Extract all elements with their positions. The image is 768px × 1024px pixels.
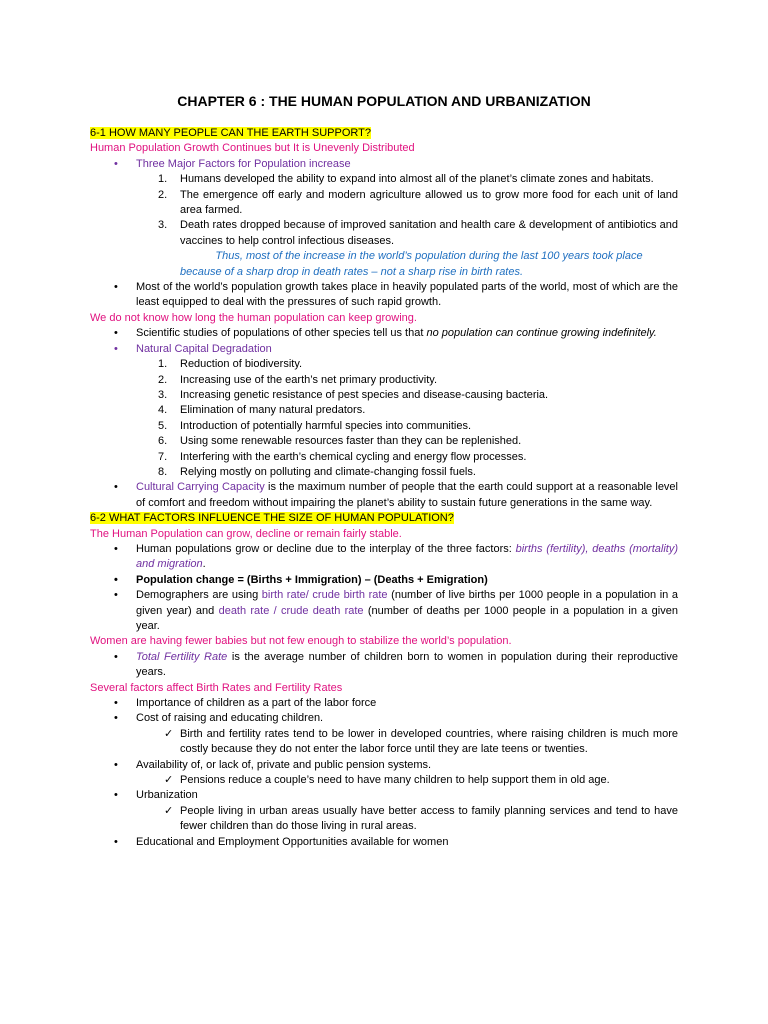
factor-item-3: 3. Death rates dropped because of improved sanitation and health care & development of antibiotics and vaccines to help control infectious diseases.: [158, 219, 678, 247]
section-1-heading: [90, 126, 678, 141]
factor-cost-raising: • Cost of raising and educating children.: [90, 711, 678, 726]
degradation-item-3: 3. Increasing genetic resistance of pest species and disease-causing bacteria.: [158, 388, 549, 401]
section-2-subheading: The Human Population can grow, decline or remain fairly stable.: [90, 527, 402, 540]
section-2-subheading-2: Women are having fewer babies but not few enough to stabilize the world’s population.: [90, 635, 512, 648]
factor-labor-force: • Importance of children as a part of the labor force: [90, 696, 678, 711]
fertility-rate-bullet: • Total Fertility Rate is the average number of children born to women in population during their reproductive years.: [90, 650, 678, 681]
degradation-item-1: 1. Reduction of biodiversity.: [158, 358, 303, 371]
factors-bullet: • Three Major Factors for Population increase: [90, 157, 678, 172]
section-2-heading: [90, 511, 678, 526]
degradation-item-5: 5. Introduction of potentially harmful species into communities.: [158, 419, 472, 432]
factor-item-1: 1. Humans developed the ability to expand into almost all of the planet’s climate zones and habitats.: [158, 173, 654, 186]
section-2-heading-text: 6-2 WHAT FACTORS INFLUENCE THE SIZE OF HUMAN POPULATION?: [90, 512, 454, 525]
section-1-subheading: Human Population Growth Continues but It is Unevenly Distributed: [90, 142, 415, 155]
page-title: CHAPTER 6 : THE HUMAN POPULATION AND URBANIZATION: [177, 93, 591, 109]
degradation-item-4: 4. Elimination of many natural predators.: [158, 404, 366, 417]
check-item-urbanization: ✓ People living in urban areas usually have better access to family planning services and tend to have fewer children than do those living in rural areas.: [90, 804, 678, 835]
factor-pension: • Availability of, or lack of, private and public pension systems.: [90, 758, 678, 773]
check-item-cost: ✓ Birth and fertility rates tend to be lower in developed countries, where raising children is much more costly because they do not enter the labor force until they are late teens or twenties.: [90, 727, 678, 758]
document-body: [90, 126, 678, 850]
section-2-subheading-3: Several factors affect Birth Rates and Fertility Rates: [90, 681, 343, 694]
factor-urbanization: • Urbanization: [90, 788, 678, 803]
carrying-capacity-bullet: • Cultural Carrying Capacity is the maximum number of people that the earth could support at a reasonable level of comfort and freedom without impairing the planet’s ability to sustain future generations in the same way.: [90, 480, 678, 511]
demographers-bullet: • Demographers are using birth rate/ crude birth rate (number of live births per 1000 people in a population in a given year) and death rate / crude death rate (number of deaths per 1000 people in a population in a given year.: [90, 588, 678, 634]
interplay-bullet: • Human populations grow or decline due to the interplay of the three factors: births (fertility), deaths (mortality) and migration.: [90, 542, 678, 573]
check-item-pension: ✓ Pensions reduce a couple’s need to have many children to help support them in old age.: [90, 773, 678, 788]
factor-item-2: 2. The emergence off early and modern agriculture allowed us to grow more food for each unit of land area farmed.: [158, 188, 678, 217]
growth-bullet: • Most of the world’s population growth takes place in heavily populated parts of the world, most of which are the least equipped to deal with the pressures of such rapid growth.: [90, 280, 678, 311]
degradation-item-8: 8. Relying mostly on polluting and climate-changing fossil fuels.: [158, 465, 476, 478]
summary-note: Thus, most of the increase in the world’s population during the last 100 years took place because of a sharp drop in death rates – not a sharp rise in birth rates.: [180, 250, 643, 278]
degradation-bullet: • Natural Capital Degradation: [90, 342, 678, 357]
scientific-studies-bullet: • Scientific studies of populations of other species tell us that no population can continue growing indefinitely.: [90, 326, 678, 341]
population-change-formula: • Population change = (Births + Immigration) – (Deaths + Emigration): [90, 573, 678, 588]
section-1-heading-text: 6-1 HOW MANY PEOPLE CAN THE EARTH SUPPORT?: [90, 127, 371, 139]
degradation-item-2: 2. Increasing use of the earth’s net primary productivity.: [158, 373, 437, 386]
section-1-subheading-2: We do not know how long the human population can keep growing.: [90, 311, 417, 324]
degradation-item-7: 7. Interfering with the earth’s chemical cycling and energy flow processes.: [158, 450, 527, 463]
degradation-item-6: 6. Using some renewable resources faster than they can be replenished.: [158, 435, 522, 448]
factor-women-opportunities: • Educational and Employment Opportunities available for women: [90, 835, 678, 850]
